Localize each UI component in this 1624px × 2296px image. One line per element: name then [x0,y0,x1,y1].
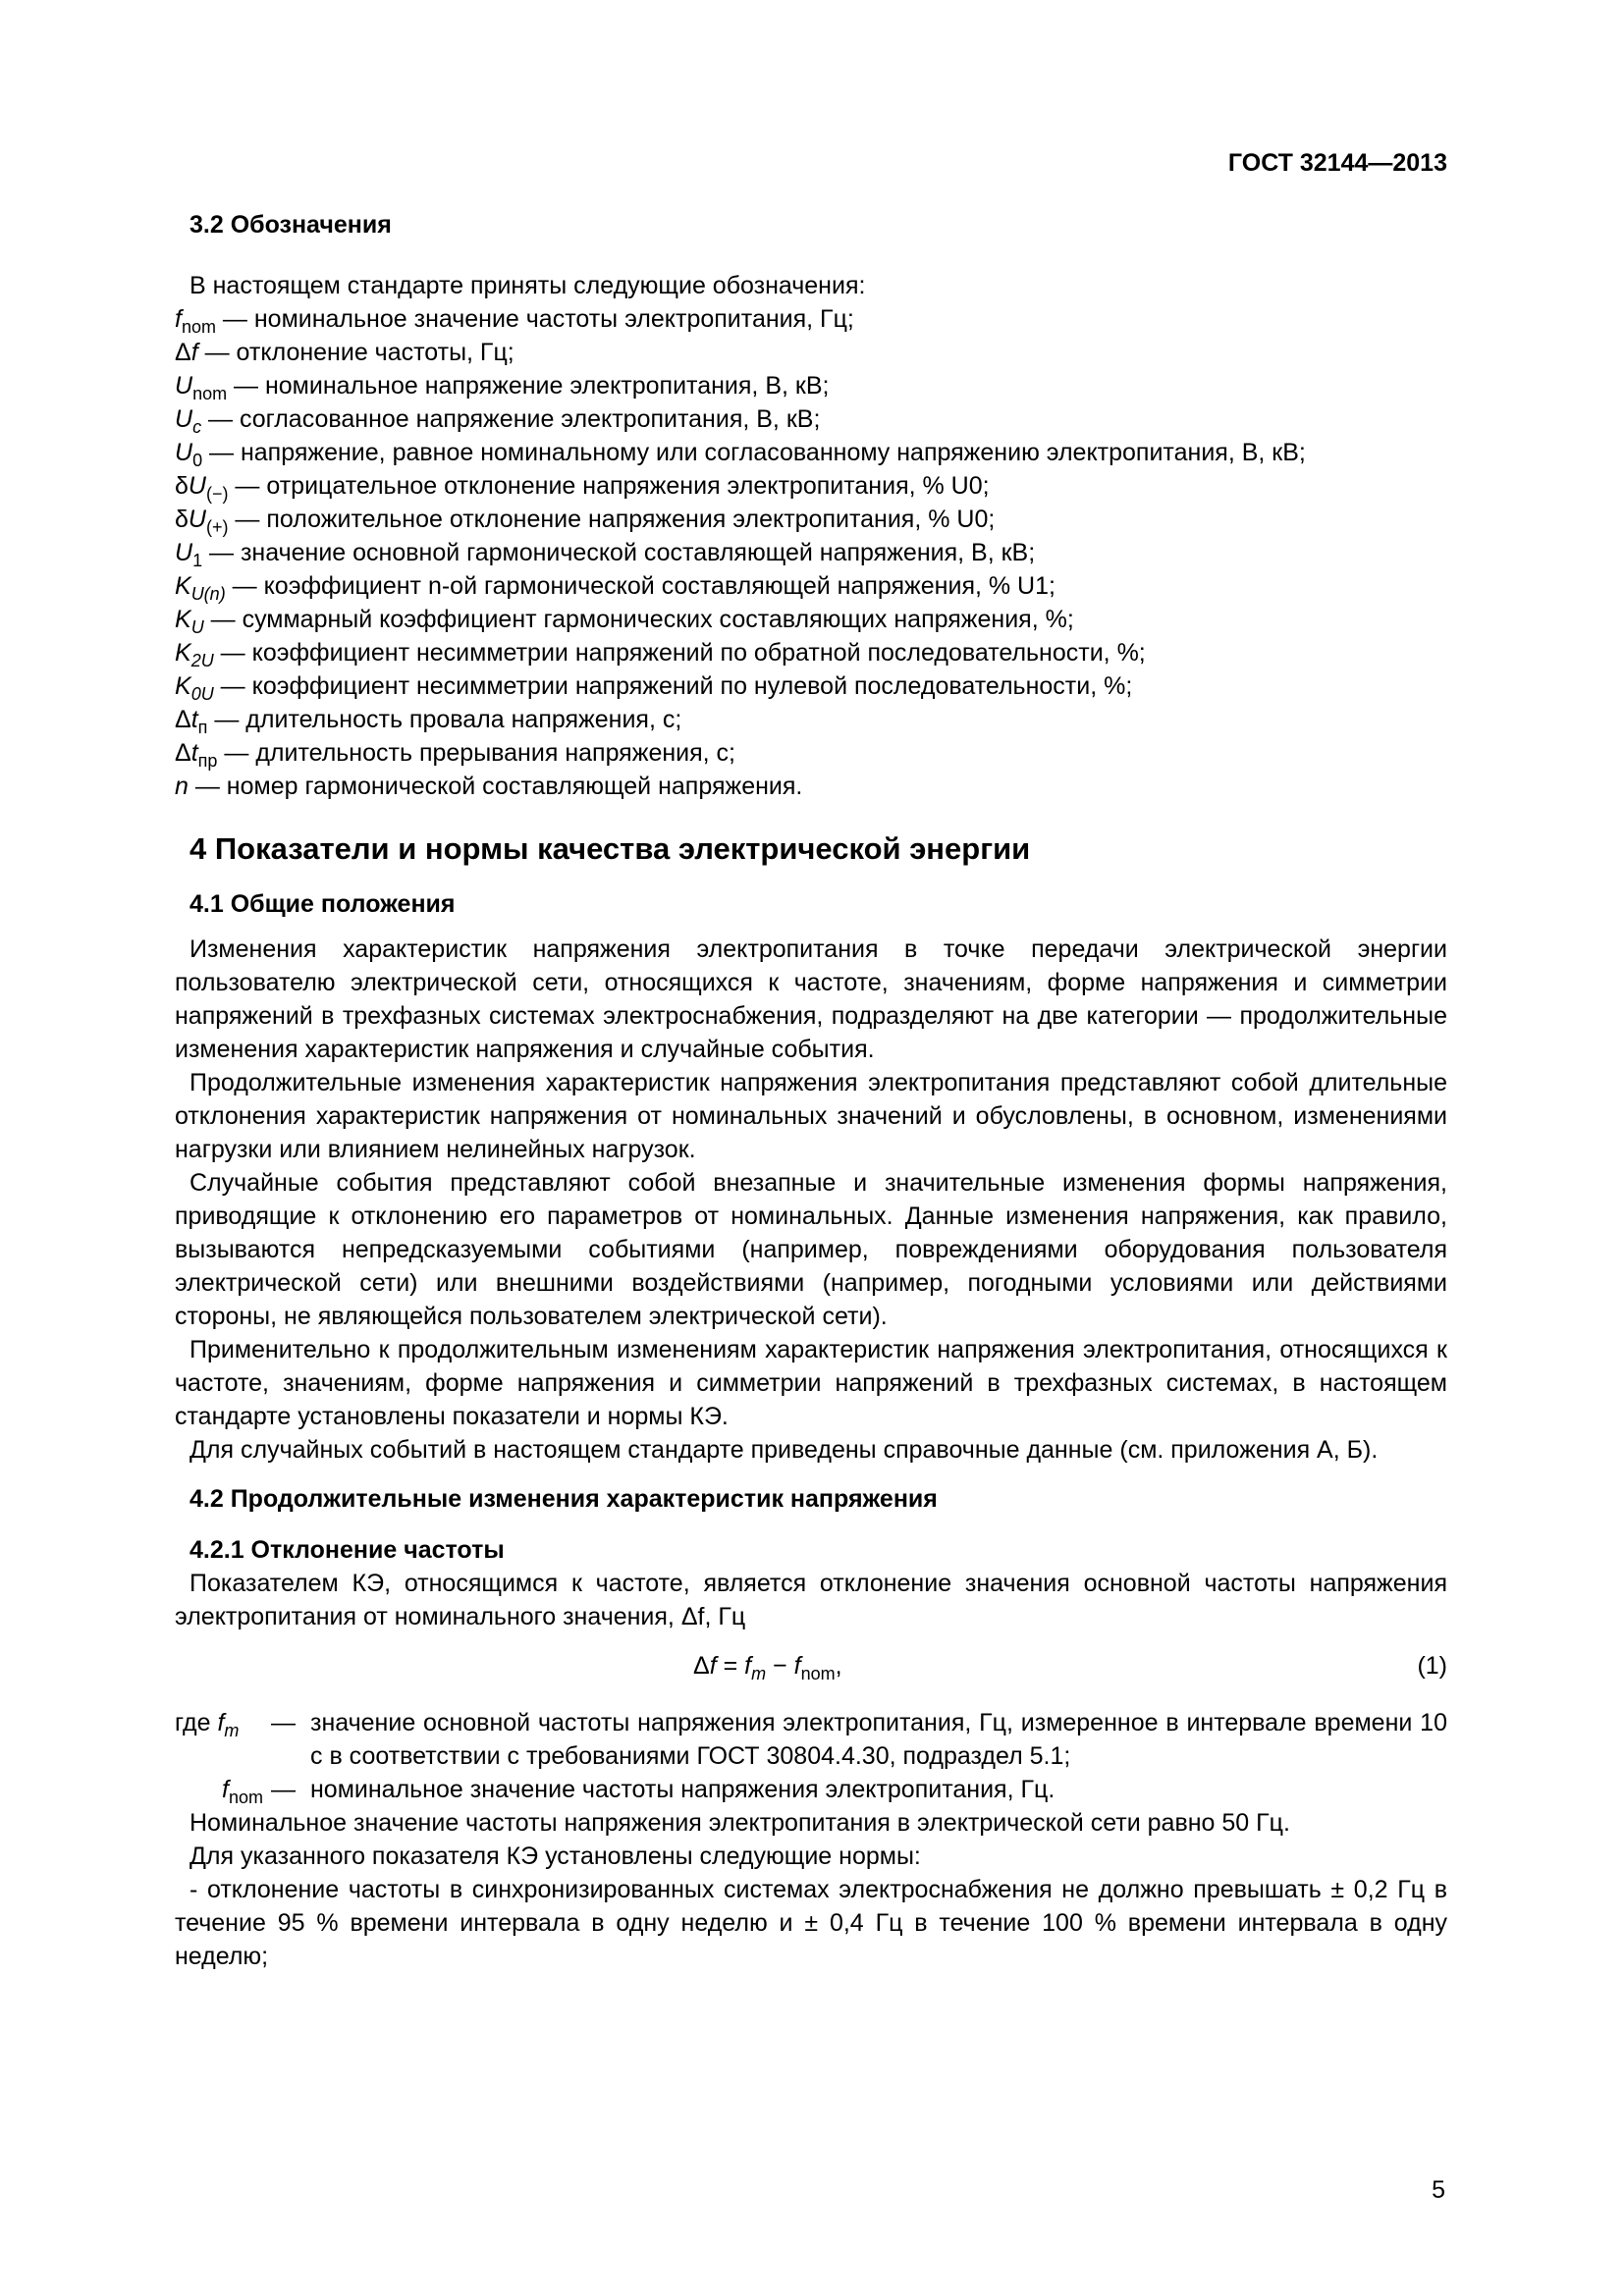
symbol: $\Delta t_п$ [175,706,208,737]
symbol-description: — напряжение, равное номинальному или согласованному напряжению электропитания, В, кВ; [202,439,1306,466]
where-description: номинальное значение частоты напряжения электропитания, Гц. [310,1776,1056,1803]
symbol-description: — длительность прерывания напряжения, с; [217,739,735,767]
paragraph: Для указанного показателя КЭ установлены следующие нормы: [189,1842,921,1870]
where-symbol: $f_m$ [217,1709,240,1740]
symbol: $K_{2U}$ [175,639,214,670]
symbol: $U_{nom}$ [175,372,228,403]
section-3-2-heading: 3.2 Обозначения [189,211,392,239]
where-symbol: $f_{nom}$ [222,1776,263,1807]
paragraph: Для случайных событий в настоящем стандарте приведены справочные данные (см. приложения А, Б). [189,1436,1379,1464]
symbol-definition [175,469,1447,503]
symbol-description: — согласованное напряжение электропитания, В, кВ; [201,405,821,433]
symbol-description: — суммарный коэффициент гармонических составляющих напряжения, %; [203,606,1074,633]
symbol: $K_U$ [175,606,204,637]
formula-row [175,1639,1447,1698]
symbol: $\Delta t_{пр}$ [175,739,218,771]
symbol: $U_1$ [175,539,203,570]
symbol-description: — отрицательное отклонение напряжения электропитания, % U0; [228,472,990,500]
paragraph: Применительно к продолжительным изменениям характеристик напряжения электропитания, относящихся к частоте, значениям, форме напряжения и симметрии напряжений в трехфазных системах, в настоящем стандарте установлены показатели и нормы КЭ. [175,1336,1447,1430]
where-item: где $f_m$ — значение основной частоты напряжения электропитания, Гц, измеренное в интервале времени 10 с в соответствии с требованиями ГОСТ 30804.4.30, подраздел 5.1; [175,1706,1447,1773]
where-item: $f_{nom}$ — номинальное значение частоты напряжения электропитания, Гц. [175,1773,1447,1806]
page-number: 5 [1432,2176,1445,2204]
symbol-definition [175,503,1447,536]
symbol-definition [175,703,1447,736]
paragraph: Случайные события представляют собой внезапные и значительные изменения формы напряжения, приводящие к отклонению его параметров от номинальных. Данные изменения напряжения, как правило, вызываются непредсказуемыми событиями (например, повреждениями оборудования пользователя электрической сети) или внешними воздействиями (например, погодными условиями или действиями стороны, не являющейся пользователем электрической сети). [175,1169,1447,1330]
where-list [175,1706,1447,1806]
symbol-definition [175,336,1447,369]
section-4-2-1-heading: 4.2.1 Отклонение частоты [189,1536,505,1564]
symbol: $U_c$ [175,405,202,437]
paragraph: Изменения характеристик напряжения электропитания в точке передачи электрической энергии пользователю электрической сети, относящихся к частоте, значениям, форме напряжения и симметрии напряжений в трехфазных системах электроснабжения, подразделяют на две категории — продолжительные изменения характеристик напряжения и случайные события. [175,935,1447,1063]
symbols-list [175,302,1447,803]
paragraph: Показателем КЭ, относящимся к частоте, является отклонение значения основной частоты напряжения электропитания от номинального значения, Δf, Гц [175,1570,1447,1630]
section-4-heading: 4 Показатели и нормы качества электрической энергии [189,831,1031,866]
section-4-2-heading: 4.2 Продолжительные изменения характеристик напряжения [189,1485,938,1513]
symbol-description: — значение основной гармонической составляющей напряжения, В, кВ; [202,539,1036,566]
symbol-description: — номер гармонической составляющей напряжения. [188,773,803,800]
document-code: ГОСТ 32144—2013 [1227,149,1447,177]
paragraph: Продолжительные изменения характеристик напряжения электропитания представляют собой длительные отклонения характеристик напряжения от номинальных значений и обусловлены, в основном, изменениями нагрузки или влиянием нелинейных нагрузок. [175,1069,1447,1163]
symbol-definition [175,369,1447,402]
symbol-description: — положительное отклонение напряжения электропитания, % U0; [228,506,996,533]
symbol-definition [175,736,1447,770]
symbol: $K_{U(n)}$ [175,572,226,604]
symbol: $f_{nom}$ [175,305,216,337]
symbol: $\delta U_{(+)}$ [175,506,229,537]
symbol-description: — коэффициент n-ой гармонической составляющей напряжения, % U1; [225,572,1056,600]
symbol-description: — длительность провала напряжения, с; [207,706,682,733]
symbols-intro: В настоящем стандарте приняты следующие обозначения: [189,272,866,299]
symbol: Δf [175,339,198,366]
symbol-definition [175,569,1447,603]
symbol-definition [175,402,1447,436]
symbol-definition [175,302,1447,336]
section-4-1-body [175,933,1447,1467]
where-label: где [175,1709,218,1736]
where-description: значение основной частоты напряжения электропитания, Гц, измеренное в интервале времени 10 с в соответствии с требованиями ГОСТ 30804.4.30, подраздел 5.1; [310,1709,1447,1770]
symbol-definition [175,536,1447,569]
symbol-description: — отклонение частоты, Гц; [197,339,514,366]
symbol-description: — номинальное значение частоты электропитания, Гц; [215,305,854,333]
symbol: n [175,773,189,800]
symbol-description: — коэффициент несимметрии напряжений по нулевой последовательности, %; [213,672,1133,700]
symbol-definition [175,636,1447,669]
formula: $\Delta f = f_m - f_{nom}$, [693,1652,842,1683]
norm-list-item: - отклонение частоты в синхронизированных системах электроснабжения не должно превышать ± 0,2 Гц в течение 95 % времени интервала в одну неделю и ± 0,4 Гц в течение 100 % времени интервала в одну неделю; [175,1876,1447,1970]
symbol: $K_{0U}$ [175,672,214,704]
symbol-description: — коэффициент несимметрии напряжений по обратной последовательности, %; [213,639,1146,667]
symbol-definition [175,603,1447,636]
page-content [175,208,1447,1973]
paragraph: Номинальное значение частоты напряжения электропитания в электрической сети равно 50 Гц. [189,1809,1290,1837]
symbol: $\delta U_{(-)}$ [175,472,229,504]
symbol-definition [175,436,1447,469]
symbol-description: — номинальное напряжение электропитания, В, кВ; [227,372,830,400]
symbol-definition [175,770,1447,803]
symbol-definition [175,669,1447,703]
formula-number: (1) [1417,1652,1447,1680]
symbol: $U_0$ [175,439,203,470]
section-4-1-heading: 4.1 Общие положения [189,890,456,918]
